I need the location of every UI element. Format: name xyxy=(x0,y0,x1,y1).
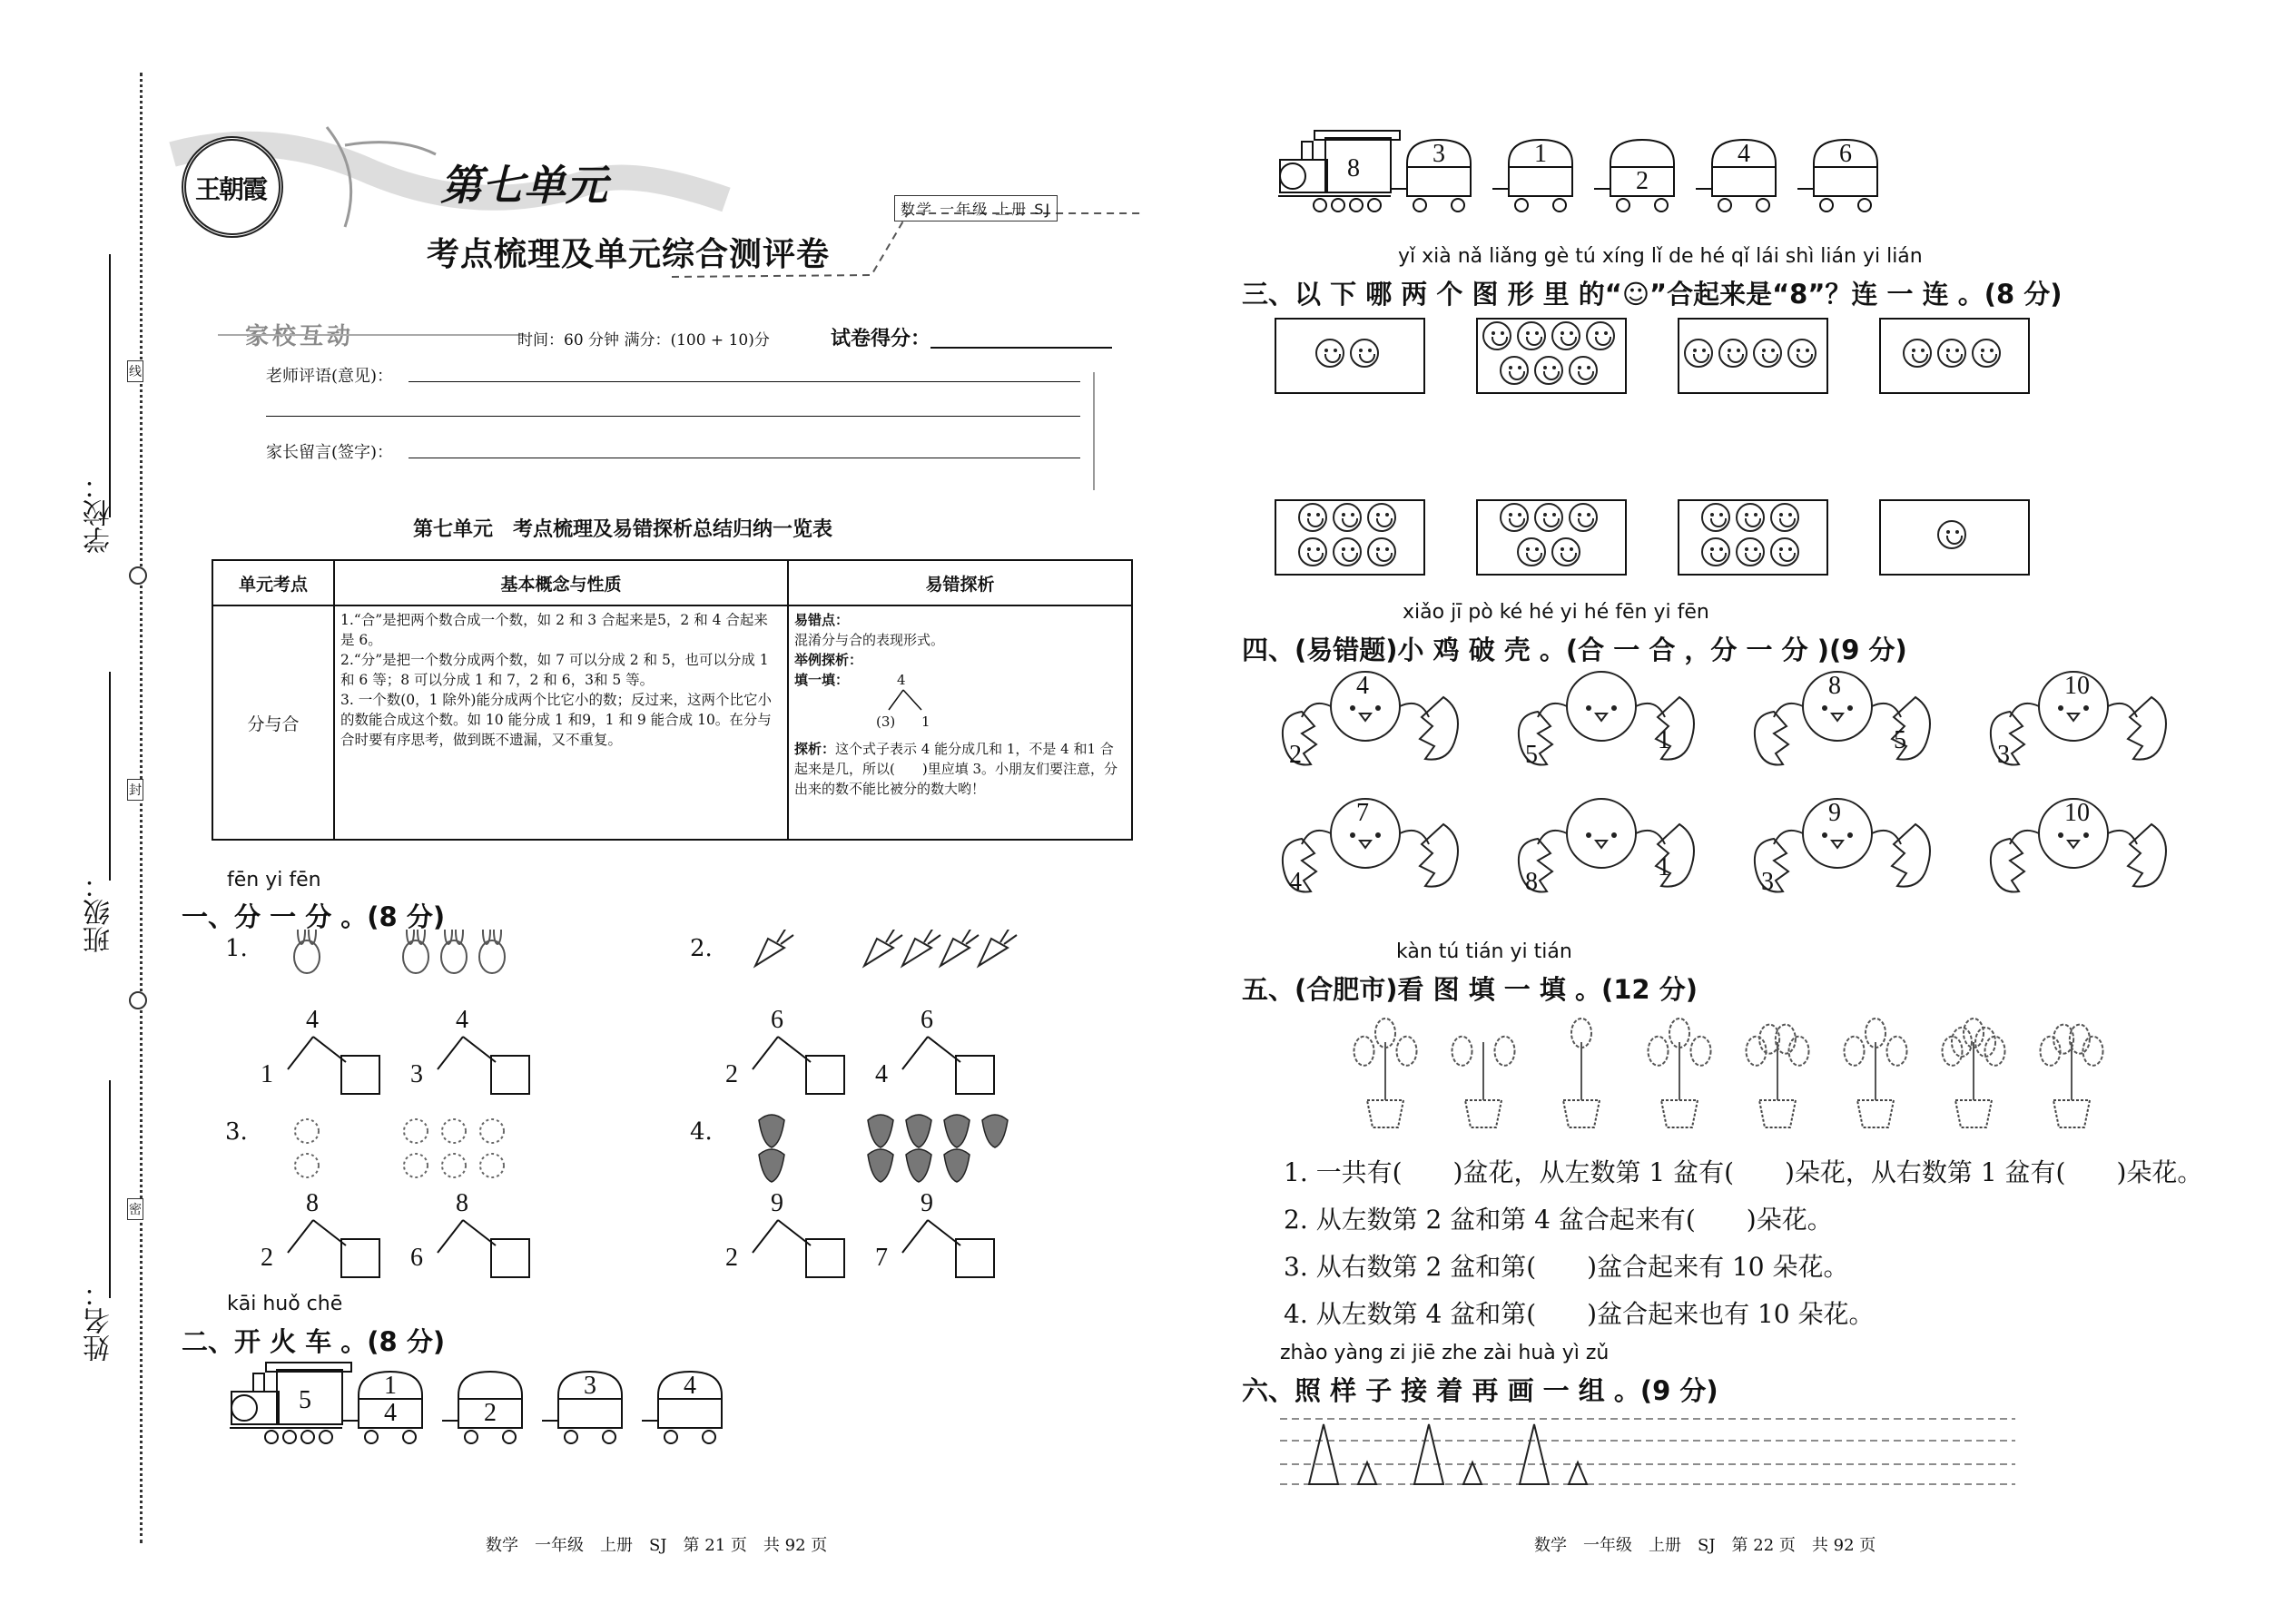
q5-line-1[interactable]: 1. 一共有( )盆花，从左数第 1 盆有( )朵花，从右数第 1 盆有( )朵花。 xyxy=(1284,1157,2203,1187)
q6-pinyin: zhào yàng zi jiē zhe zài huà yì zǔ xyxy=(1280,1342,1610,1364)
footer-right: 数学 一年级 上册 SJ 第 22 页 共 92 页 xyxy=(1534,1536,1876,1555)
q5-line-3[interactable]: 3. 从右数第 2 盆和第( )盆合起来有 10 朵花。 xyxy=(1284,1252,1849,1282)
q1-tree-known-part: 4 xyxy=(875,1060,888,1088)
class-label: 班级： xyxy=(84,871,115,953)
q1-flower-pictures xyxy=(280,1113,570,1204)
train-bottom-car-bottom-number: 4 xyxy=(384,1399,397,1427)
teacher-comment-line-2[interactable] xyxy=(266,416,1080,417)
score-label: 试卷得分： xyxy=(831,328,931,350)
q1-item-number: 3. xyxy=(225,1118,248,1146)
q5-potted-plant xyxy=(1536,1006,1627,1133)
q1-tree-known-part: 2 xyxy=(725,1244,738,1272)
q1-strawberry-pictures xyxy=(744,1113,1035,1204)
fill-label: 填一填： xyxy=(794,672,850,688)
name-fill-line xyxy=(109,1080,111,1298)
name-label: 姓名： xyxy=(84,1280,115,1362)
q1-tree-top-number: 9 xyxy=(771,1189,783,1217)
seal-mark-mid: 封 xyxy=(127,779,143,801)
smiley-face-icon xyxy=(1298,503,1327,532)
q1-answer-box[interactable] xyxy=(490,1238,530,1278)
q5-potted-plant xyxy=(1438,1006,1529,1133)
q1-pinyin: fēn yi fēn xyxy=(227,869,321,891)
train-bottom-car-top-number: 4 xyxy=(684,1372,696,1400)
train-top-car-top-number: 1 xyxy=(1534,140,1547,168)
q5-line-2[interactable]: 2. 从左数第 2 盆和第 4 盆合起来有( )朵花。 xyxy=(1284,1205,1833,1235)
q6-triangle-large xyxy=(1520,1424,1549,1484)
q1-answer-box[interactable] xyxy=(490,1055,530,1095)
q1-tree-known-part: 1 xyxy=(261,1060,273,1088)
q6-triangle-large xyxy=(1414,1424,1443,1484)
q5-potted-plant xyxy=(2026,1006,2117,1133)
q4-chick-drawing xyxy=(1275,797,1465,906)
q4-chick-drawing xyxy=(1275,670,1465,779)
q1-tree-top-number: 6 xyxy=(771,1006,783,1034)
q1-item-number: 1. xyxy=(225,935,248,962)
topic-cell: 分与合 xyxy=(212,605,334,840)
q3-title: 三、以 下 哪 两 个 图 形 里 的“☺”合起来是“8”？连 一 连 。(8 分) xyxy=(1242,279,2063,310)
smiley-face-icon xyxy=(1500,356,1529,385)
smiley-face-icon xyxy=(1701,537,1730,566)
review-table-title: 第七单元 考点梳理及易错探析总结归纳一览表 xyxy=(413,518,833,541)
q4-shell-left-number: 3 xyxy=(1997,741,2010,769)
badge-rule xyxy=(218,334,527,336)
smiley-face-icon xyxy=(1367,537,1396,566)
school-label: 学校： xyxy=(84,472,115,554)
q3-pinyin: yǐ xià nǎ liǎng gè tú xíng lǐ de hé qǐ lái shì lián yi lián xyxy=(1398,245,1923,268)
smiley-face-icon xyxy=(1517,537,1546,566)
q1-answer-box[interactable] xyxy=(955,1238,995,1278)
smiley-face-icon xyxy=(1569,503,1598,532)
q2-title: 二、开 火 车 。(8 分) xyxy=(182,1326,446,1357)
q1-answer-box[interactable] xyxy=(805,1055,845,1095)
q6-title: 六、照 样 子 接 着 再 画 一 组 。(9 分) xyxy=(1242,1375,1718,1406)
smiley-face-icon xyxy=(1701,503,1730,532)
q2-pinyin: kāi huǒ chē xyxy=(227,1293,343,1315)
q4-chick-drawing xyxy=(1511,670,1701,779)
q1-item-number: 2. xyxy=(690,935,713,962)
q4-chick-whole-number: 10 xyxy=(2064,799,2090,827)
analysis-text: 这个式子表示 4 能分成几和 1，不是 4 和1 合起来是几，所以( )里应填 3。小朋友们要注意，分出来的数不能比被分的数大哟！ xyxy=(794,741,1118,797)
q4-chick-whole-number: 7 xyxy=(1356,799,1369,827)
class-fill-line xyxy=(109,672,111,881)
train-bottom-car-bottom-number: 2 xyxy=(484,1399,497,1427)
table-header: 易错探析 xyxy=(788,560,1132,605)
smiley-face-icon xyxy=(1937,520,1966,549)
q5-potted-plant xyxy=(1830,1006,1921,1133)
q6-triangle-small xyxy=(1569,1462,1587,1484)
smiley-face-icon xyxy=(1770,537,1799,566)
smiley-face-icon xyxy=(1333,537,1362,566)
smiley-face-icon xyxy=(1551,537,1580,566)
concept-item: 2.“分”是把一个数分成两个数，如 7 可以分成 2 和 5，也可以分成 1 和 6 等；8 可以分成 1 和 7，2 和 6，3和 5 等。 xyxy=(340,652,769,688)
smiley-face-icon xyxy=(1367,503,1396,532)
q4-shell-right-number: 1 xyxy=(1658,726,1670,754)
smiley-face-icon xyxy=(1586,321,1615,350)
q1-tree-known-part: 7 xyxy=(875,1244,888,1272)
smiley-face-icon xyxy=(1500,503,1529,532)
error-point-label: 易错点： xyxy=(794,612,850,628)
q1-tree-known-part: 3 xyxy=(410,1060,423,1088)
q1-title: 一、分 一 分 。(8 分) xyxy=(182,901,446,932)
binding-dotted-line xyxy=(140,73,143,1543)
score-fill-line[interactable] xyxy=(930,347,1112,349)
seal-mark-top: 线 xyxy=(127,360,143,382)
train-top-car-top-number: 6 xyxy=(1839,140,1852,168)
q4-pinyin: xiǎo jī pò ké hé yi hé fēn yi fēn xyxy=(1403,601,1709,624)
q6-triangle-small xyxy=(1463,1462,1482,1484)
q5-potted-plant xyxy=(1340,1006,1431,1133)
q1-item-number: 4. xyxy=(690,1118,713,1146)
train-top-drawing xyxy=(1271,127,1906,218)
q1-tree-top-number: 8 xyxy=(306,1189,319,1217)
q6-drawing-grid[interactable] xyxy=(1271,1412,2024,1489)
error-point-text: 混淆分与合的表现形式。 xyxy=(794,632,945,648)
q4-chick-drawing xyxy=(1511,797,1701,906)
punch-hole-2 xyxy=(129,991,147,1009)
q4-chick-whole-number: 9 xyxy=(1828,799,1841,827)
smiley-face-icon xyxy=(1569,356,1598,385)
comment-box-rule xyxy=(1093,372,1095,490)
subject-tag: 数学 一年级 上册 SJ xyxy=(894,195,1058,221)
train-top-engine-number: 8 xyxy=(1347,154,1360,182)
smiley-face-icon xyxy=(1333,503,1362,532)
time-score-info: 时间：60 分钟 满分：(100 + 10)分 xyxy=(517,331,770,349)
q1-answer-box[interactable] xyxy=(340,1055,380,1095)
footer-left: 数学 一年级 上册 SJ 第 21 页 共 92 页 xyxy=(486,1536,828,1555)
q4-chick-drawing xyxy=(1747,670,1937,779)
train-top-car-top-number: 3 xyxy=(1433,140,1445,168)
q1-answer-box[interactable] xyxy=(955,1055,995,1095)
punch-hole-1 xyxy=(129,566,147,585)
q6-triangle-large xyxy=(1309,1424,1338,1484)
analysis-cell xyxy=(788,605,1132,840)
q1-tree-top-number: 4 xyxy=(456,1006,468,1034)
smiley-face-icon xyxy=(1718,339,1748,368)
q1-tree-top-number: 6 xyxy=(921,1006,933,1034)
q4-shell-right-number: 5 xyxy=(1894,726,1906,754)
q1-tree-known-part: 6 xyxy=(410,1244,423,1272)
q4-chick-whole-number: 4 xyxy=(1356,672,1369,700)
paper-subtitle: 考点梳理及单元综合测评卷 xyxy=(427,235,831,273)
smiley-face-icon xyxy=(1753,339,1782,368)
example-label: 举例探析： xyxy=(794,652,863,668)
tree-branches xyxy=(881,688,927,712)
q1-tree-known-part: 2 xyxy=(725,1060,738,1088)
q5-line-4[interactable]: 4. 从左数第 4 盆和第( )盆合起来也有 10 朵花。 xyxy=(1284,1299,1875,1329)
brand-logo xyxy=(182,136,283,238)
q1-carrot-pictures xyxy=(744,930,1035,1020)
q4-shell-right-number: 1 xyxy=(1658,853,1670,881)
smiley-face-icon xyxy=(1736,537,1765,566)
smiley-face-icon xyxy=(1350,339,1379,368)
q1-tree-known-part: 2 xyxy=(261,1244,273,1272)
tree-left: (3) xyxy=(876,714,896,730)
smiley-face-icon xyxy=(1482,321,1511,350)
train-bottom-car-top-number: 1 xyxy=(384,1372,397,1400)
smiley-face-icon xyxy=(1517,321,1546,350)
smiley-face-icon xyxy=(1770,503,1799,532)
q4-chick-whole-number: 10 xyxy=(2064,672,2090,700)
q5-title: 五、(合肥市)看 图 填 一 填 。(12 分) xyxy=(1242,974,1698,1005)
q4-shell-left-number: 8 xyxy=(1525,868,1538,896)
tree-top: 4 xyxy=(897,672,906,688)
concepts-cell xyxy=(334,605,788,840)
smiley-face-icon xyxy=(1315,339,1344,368)
smiley-face-icon xyxy=(1937,339,1966,368)
q1-answer-box[interactable] xyxy=(340,1238,380,1278)
smiley-face-icon xyxy=(1534,356,1563,385)
q1-rabbit-pictures xyxy=(280,930,570,1020)
tree-right: 1 xyxy=(921,714,930,730)
q4-shell-left-number: 4 xyxy=(1289,868,1302,896)
smiley-face-icon xyxy=(1551,321,1580,350)
analysis-label: 探析： xyxy=(794,741,836,757)
q1-answer-box[interactable] xyxy=(805,1238,845,1278)
unit-title: 第七单元 xyxy=(440,161,607,210)
q5-potted-plant xyxy=(1634,1006,1725,1133)
train-bottom-car-top-number: 3 xyxy=(584,1372,596,1400)
q1-tree-top-number: 9 xyxy=(921,1189,933,1217)
q4-shell-left-number: 3 xyxy=(1761,868,1774,896)
q1-tree-top-number: 8 xyxy=(456,1189,468,1217)
teacher-comment-label: 老师评语(意见)： xyxy=(266,367,394,386)
review-table xyxy=(212,559,1133,841)
brand-logo-text: 王朝霞 xyxy=(195,174,267,204)
q4-chick-drawing xyxy=(1747,797,1937,906)
smiley-face-icon xyxy=(1903,339,1932,368)
q5-potted-plant xyxy=(1732,1006,1823,1133)
q4-shell-left-number: 2 xyxy=(1289,741,1302,769)
home-school-badge: 家校互动 xyxy=(245,323,355,350)
table-header: 基本概念与性质 xyxy=(334,560,788,605)
smiley-face-icon xyxy=(1534,503,1563,532)
smiley-face-icon xyxy=(1972,339,2001,368)
q1-tree-top-number: 4 xyxy=(306,1006,319,1034)
smiley-face-icon xyxy=(1298,537,1327,566)
q5-pinyin: kàn tú tián yi tián xyxy=(1396,940,1572,963)
q4-title: 四、(易错题)小 鸡 破 壳 。(合 一 合 ，分 一 分 )(9 分) xyxy=(1242,635,1907,665)
parent-comment-label: 家长留言(签字)： xyxy=(266,443,394,462)
q6-triangle-small xyxy=(1358,1462,1376,1484)
train-bottom-engine-number: 5 xyxy=(299,1386,311,1414)
concept-item: 3. 一个数(0，1 除外)能分成两个比它小的数；反过来，这两个比它小的数能合成这个数。如 10 能分成 1 和9，1 和 9 能合成 10。在分与合时要有序思考，做到既不遗漏，又不重复。 xyxy=(340,692,772,748)
table-header: 单元考点 xyxy=(212,560,334,605)
seal-mark-bottom: 密 xyxy=(127,1198,143,1220)
train-top-car-top-number: 4 xyxy=(1738,140,1750,168)
concept-item: 1.“合”是把两个数合成一个数，如 2 和 3 合起来是5，2 和 4 合起来是 6。 xyxy=(340,612,768,648)
smiley-face-icon xyxy=(1684,339,1713,368)
train-top-car-bottom-number: 2 xyxy=(1636,167,1649,195)
smiley-face-icon xyxy=(1736,503,1765,532)
smiley-face-icon xyxy=(1787,339,1816,368)
q4-chick-whole-number: 8 xyxy=(1828,672,1841,700)
q5-potted-plant xyxy=(1928,1006,2019,1133)
q4-shell-left-number: 5 xyxy=(1525,741,1538,769)
teacher-comment-line-1[interactable] xyxy=(409,381,1080,382)
